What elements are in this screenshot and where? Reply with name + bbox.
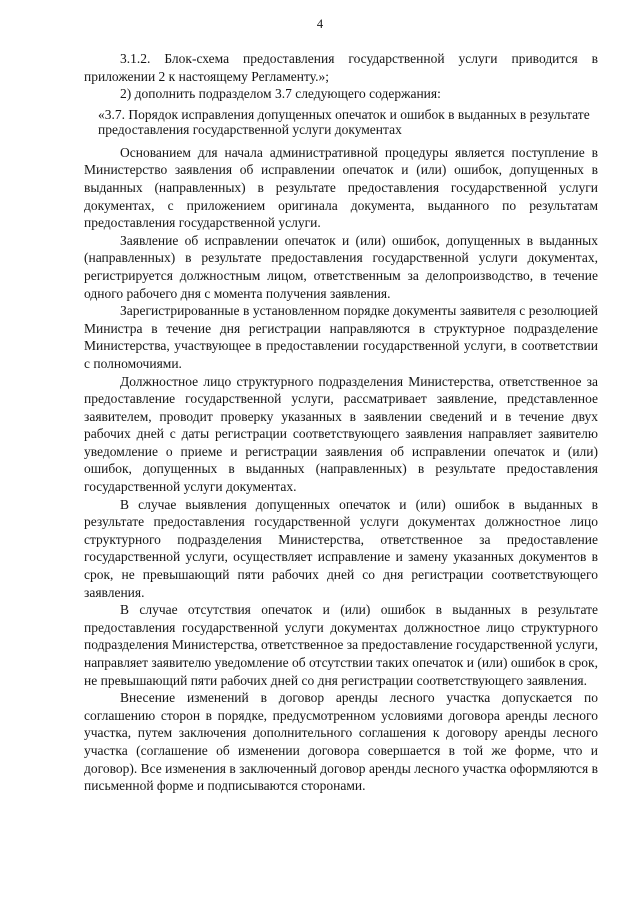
section-paragraph: Заявление об исправлении опечаток и (или) ошибок, допущенных в выданных (направленных) в результате предоставления государственной услуги документах, регистрируется должностным лицом, ответственным за делопроизводство, в течение одного рабочего дня с момента получения заявления. [84,232,598,301]
section-paragraph: В случае выявления допущенных опечаток и (или) ошибок в выданных в результате предоставления государственной услуги документах должностное лицо структурного подразделения Министерства, ответственное за предоставление государственной услуги, осуществляет исправление и замену указанных документов в срок, не превышающий пяти рабочих дней со дня регистрации соответствующего заявления. [84,496,598,600]
section-heading-3-7: «3.7. Порядок исправления допущенных опечаток и ошибок в выданных в результате предоставления государственной услуги документах [98,106,590,137]
section-paragraph: Внесение изменений в договор аренды лесного участка допускается по соглашению сторон в порядке, предусмотренном условиями договора аренды лесного участка, путем заключения дополнительного соглашения к договору аренды лесного участка (соглашение об изменении договора совершается в той же форме, что и договор). Все изменения в заключенный договор аренды лесного участка оформляются в письменной форме и подписываются сторонами. [84,690,598,794]
document-body [84,50,598,795]
section-paragraph: Должностное лицо структурного подразделения Министерства, ответственное за предоставление государственной услуги, рассматривает заявление, представленное заявителем, проводит проверку указанных в заявлении сведений и в течение двух рабочих дней с даты регистрации соответствующего заявления направляет заявителю уведомление о приеме и регистрации заявления об исправлении опечаток и (или) ошибок, допущенных в выданных (направленных) в результате предоставления государственной услуги документах. [84,373,598,495]
section-paragraph: Основанием для начала административной процедуры является поступление в Министерство заявления об исправлении опечаток и (или) ошибок, допущенных в выданных (направленных) в результате предоставления государственной услуги документах, с приложением оригинала документа, выданного по результатам предоставления государственной услуги. [84,144,598,231]
section-paragraph: В случае отсутствия опечаток и (или) ошибок в выданных в результате предоставления государственной услуги документах должностное лицо структурного подразделения Министерства, ответственное за предоставление государственной услуги, направляет заявителю уведомление об отсутствии таких опечаток и (или) ошибок в срок, не превышающий пяти рабочих дней со дня регистрации соответствующего заявления. [84,602,598,688]
paragraph-3-1-2: 3.1.2. Блок-схема предоставления государственной услуги приводится в приложении 2 к настоящему Регламенту.»; [84,51,598,84]
page-number: 4 [316,17,324,31]
paragraph-amendment-intro: 2) дополнить подразделом 3.7 следующего содержания: [120,86,441,102]
section-paragraph: Зарегистрированные в установленном порядке документы заявителя с резолюцией Министра в течение дня регистрации направляются в структурное подразделение Министерства, участвующее в предоставлении государственной услуги, в соответствии с полномочиями. [84,303,598,371]
